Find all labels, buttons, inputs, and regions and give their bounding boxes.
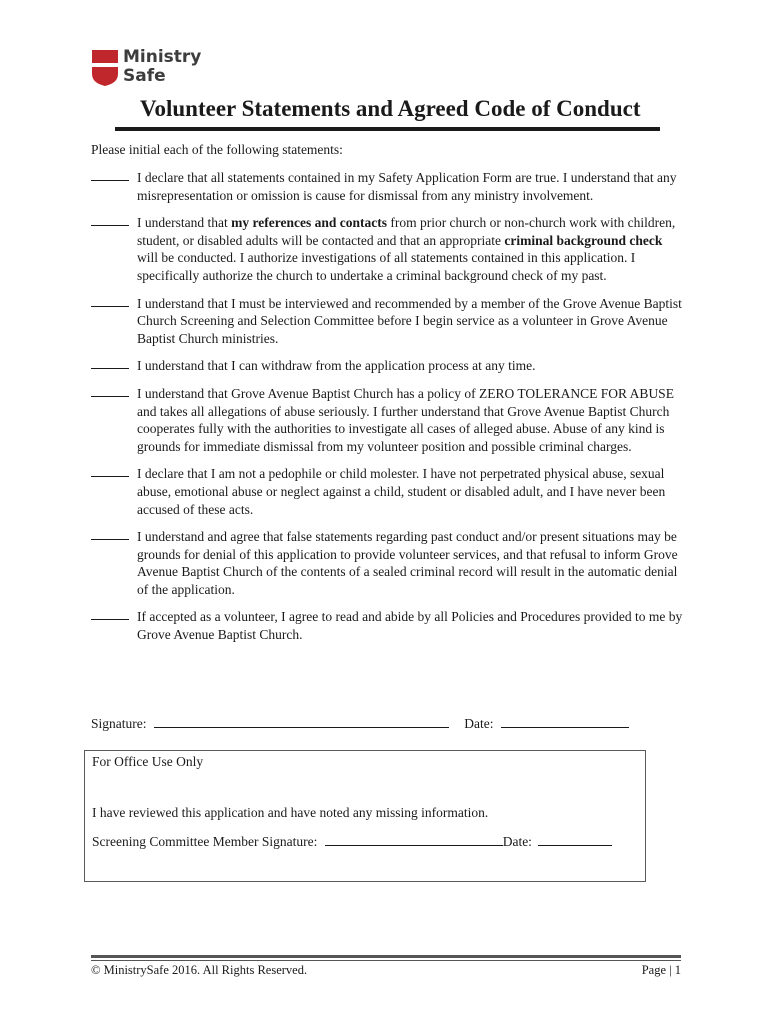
statement-item xyxy=(91,295,683,348)
title-divider xyxy=(115,127,660,131)
statement-item xyxy=(91,528,683,598)
statement-bold-text: criminal background check xyxy=(504,232,663,248)
page-title: Volunteer Statements and Agreed Code of Conduct xyxy=(140,96,641,121)
office-date-field[interactable] xyxy=(538,844,612,846)
statement-text-part: I declare that all statements contained in my Safety Application Form are true. I understand that any misrepresentation or omission is cause for dismissal from any ministry involvement. xyxy=(137,170,677,203)
page-number: Page | 1 xyxy=(641,963,681,977)
date-label: Date: xyxy=(464,716,494,731)
statement-text-part: from prior church or non-church work with children, student, or disabled adults will be contacted and that an appropriate xyxy=(137,215,676,248)
statement-text xyxy=(137,295,683,348)
office-title: For Office Use Only xyxy=(92,754,204,769)
office-reviewed-text: I have reviewed this application and have noted any missing information. xyxy=(92,805,489,820)
initial-blank[interactable] xyxy=(91,306,129,307)
statement-item xyxy=(91,169,683,204)
statement-text xyxy=(137,357,683,375)
statement-text xyxy=(137,528,683,598)
initial-blank[interactable] xyxy=(91,180,129,181)
footer-divider xyxy=(91,955,681,958)
initial-blank[interactable] xyxy=(91,619,129,620)
initial-blank[interactable] xyxy=(91,368,129,369)
logo-line1: Ministry xyxy=(123,47,202,67)
statement-text xyxy=(137,169,683,204)
statement-text xyxy=(137,608,683,643)
statement-text-part: will be conducted. I authorize investigations of all statements contained in this application. I specifically authorize the church to undertake a criminal background check of my past. xyxy=(137,250,636,283)
ministrysafe-logo xyxy=(92,48,222,88)
committee-signature-row xyxy=(92,834,612,850)
statement-text xyxy=(137,214,683,284)
footer-divider-thin xyxy=(91,960,681,961)
statement-text-part: I understand that I can withdraw from the application process at any time. xyxy=(137,358,536,374)
committee-signature-label: Screening Committee Member Signature: xyxy=(92,834,318,849)
statement-text xyxy=(137,465,683,518)
logo-wordmark xyxy=(123,48,201,86)
intro-text: Please initial each of the following statements: xyxy=(91,142,343,157)
initial-blank[interactable] xyxy=(91,225,129,226)
initial-blank[interactable] xyxy=(91,396,129,397)
initial-blank[interactable] xyxy=(91,539,129,540)
signature-row xyxy=(91,716,629,732)
statement-bold-text: my references and contacts xyxy=(231,215,387,231)
footer-copyright: © MinistrySafe 2016. All Rights Reserved. xyxy=(91,963,308,977)
office-use-box xyxy=(84,750,646,882)
signature-label: Signature: xyxy=(91,716,147,731)
statement-item xyxy=(91,608,683,643)
office-date-label: Date: xyxy=(502,834,532,849)
committee-signature-field[interactable] xyxy=(325,844,503,846)
date-field[interactable] xyxy=(501,726,629,728)
statement-text-part: I understand that I must be interviewed and recommended by a member of the Grove Avenue Baptist Church Screening and Selection Committee before I begin service as a volunteer in Grove Avenue Baptist Church ministries. xyxy=(137,295,682,346)
statement-text-part: I understand and agree that false statements regarding past conduct and/or present situations may be grounds for denial of this application to provide volunteer services, and that refusal to inform Grove Avenue Baptist Church of the contents of a sealed criminal record will result in the automatic denial of the application. xyxy=(137,529,678,597)
logo-line2: Safe xyxy=(123,66,166,86)
statement-item xyxy=(91,357,683,375)
statement-text-part: I understand that xyxy=(137,215,232,231)
statement-text-part: I declare that I am not a pedophile or child molester. I have not perpetrated physical abuse, sexual abuse, emotional abuse or neglect against a child, student or disabled adult, and I have never been accused of these acts. xyxy=(137,466,666,517)
statement-item xyxy=(91,385,683,455)
statements-list xyxy=(91,169,683,644)
statement-text xyxy=(137,385,683,455)
statement-item xyxy=(91,465,683,518)
signature-field[interactable] xyxy=(154,726,449,728)
shield-logo-icon xyxy=(92,50,118,86)
statement-item xyxy=(91,214,683,284)
initial-blank[interactable] xyxy=(91,476,129,477)
statement-text-part: I understand that Grove Avenue Baptist Church has a policy of ZERO TOLERANCE FOR ABUSE and takes all allegations of abuse seriously. I further understand that Grove Avenue Baptist Church cooperates fully with the authorities to investigate all cases of alleged abuse. Abuse of any kind is grounds for immediate dismissal from my volunteer position and possible criminal charges. xyxy=(137,385,674,454)
statement-text-part: If accepted as a volunteer, I agree to read and abide by all Policies and Procedures provided to me by Grove Avenue Baptist Church. xyxy=(137,609,683,643)
